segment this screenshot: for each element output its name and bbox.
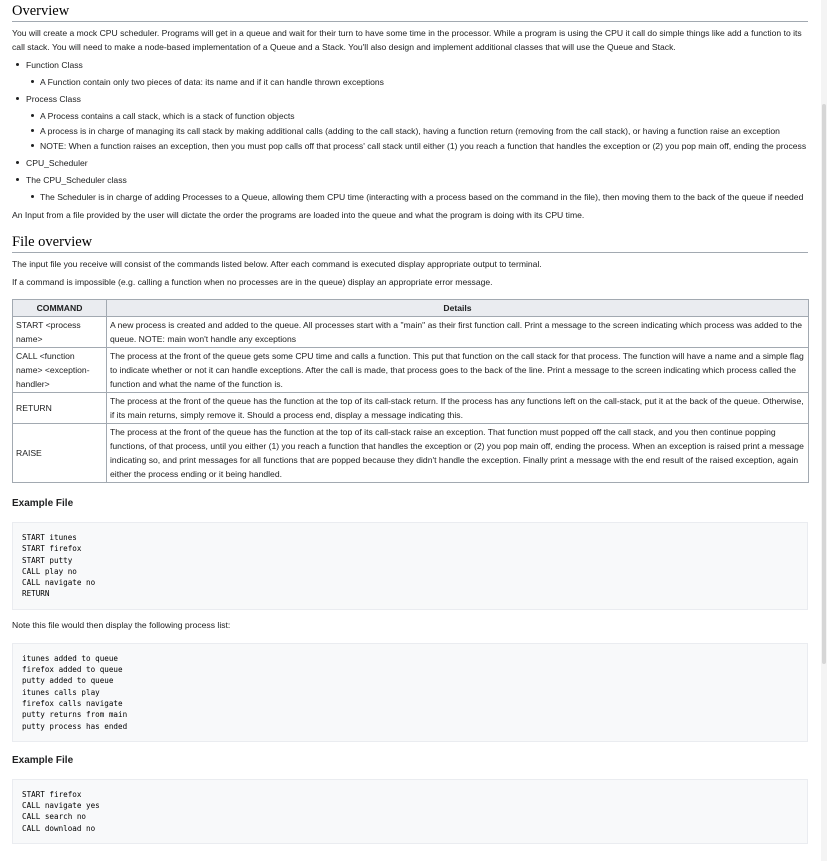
list-item-label: The CPU_Scheduler class — [26, 175, 127, 185]
file-overview-p2: If a command is impossible (e.g. calling a function when no processes are in the queue) display an appropriate error message. — [12, 277, 493, 287]
list-item — [12, 173, 808, 204]
example-file-code — [12, 522, 808, 610]
table-row — [13, 317, 809, 348]
example-note: Note this file would then display the following process list: — [12, 619, 231, 630]
code-line: START putty — [22, 555, 73, 565]
code-line: CALL navigate no — [22, 578, 96, 588]
command-cell: RETURN — [13, 393, 107, 424]
code-line: START itunes — [22, 533, 77, 542]
details-cell: The process at the front of the queue has the function at the top of its call-stack return. If the process has any functions left on the call-stack, put it at the back of the queue. Otherwise, if its main returns, simply remove it. Should a process end, display a message indicating this. — [107, 393, 809, 424]
list-item: A Function contain only two pieces of data: its name and if it can handle thrown exceptions — [26, 75, 808, 89]
list-item: NOTE: When a function raises an exception, then you must pop calls off that process' call stack until either (1) you reach a function that handles the exception or (2) you pop main off, ending the process — [26, 139, 808, 153]
file-overview-heading: File overview — [12, 233, 808, 253]
table-row — [13, 348, 809, 393]
code-line: CALL download no — [22, 823, 96, 833]
scrollbar-track[interactable] — [821, 0, 827, 861]
code-line: RETURN — [22, 589, 50, 599]
list-item-label: CPU_Scheduler — [26, 158, 88, 168]
code-line: CALL navigate yes — [22, 801, 100, 811]
code-line: putty added to queue — [22, 676, 114, 686]
column-header-details: Details — [107, 300, 809, 317]
code-line: putty process has ended — [22, 721, 128, 731]
code-line: START firefox — [22, 789, 82, 799]
list-item: A process is in charge of managing its call stack by making additional calls (adding to the call stack), having a function return (removing from the call stack), or having a function raise an exception — [26, 124, 808, 138]
overview-intro: You will create a mock CPU scheduler. Programs will get in a queue and wait for their turn to have some time in the processor. While a program is using the CPU it call do simple things like add a function to its call stack. You will need to make a node-based implementation of a Queue and a Stack. You'll also design and implement additional classes that will use the Queue and Stack. — [12, 28, 802, 52]
example-file-heading: Example File — [12, 498, 74, 509]
code-line: CALL search no — [22, 812, 87, 822]
list-item: A Process contains a call stack, which is a stack of function objects — [26, 109, 808, 123]
command-cell: RAISE — [13, 424, 107, 483]
command-cell: START <process name> — [13, 317, 107, 348]
overview-outro: An Input from a file provided by the user will dictate the order the programs are loaded into the queue and what the program is doing with its CPU time. — [12, 210, 585, 220]
file-overview-p1: The input file you receive will consist of the commands listed below. After each command is executed display appropriate output to terminal. — [12, 259, 542, 269]
code-line: itunes calls play — [22, 687, 100, 697]
overview-heading: Overview — [12, 2, 808, 22]
overview-list — [12, 58, 808, 204]
example-file-heading-2: Example File — [12, 754, 74, 766]
commands-table — [12, 299, 809, 483]
code-line: itunes added to queue — [22, 653, 119, 663]
details-cell: The process at the front of the queue gets some CPU time and calls a function. This put that function on the call stack for that process. The function will have a name and a simple flag to indicate whether or not it can handle exceptions. After the call is made, that process goes to the back of the line. Print a message to the screen indicating which process called the function and what the name of the function is. — [107, 348, 809, 393]
column-header-command: COMMAND — [13, 300, 107, 317]
table-row — [13, 424, 809, 483]
list-item — [12, 58, 808, 89]
list-item — [12, 156, 808, 170]
article-content — [12, 0, 808, 852]
list-item-label: Process Class — [26, 94, 81, 104]
command-cell: CALL <function name> <exception-handler> — [13, 348, 107, 393]
list-item-label: Function Class — [26, 60, 83, 70]
code-line: START firefox — [22, 544, 82, 554]
example-file-code-2 — [12, 779, 808, 844]
table-header-row — [13, 300, 809, 317]
code-line: firefox calls navigate — [22, 698, 123, 708]
code-line: CALL play no — [22, 566, 77, 576]
code-line: putty returns from main — [22, 710, 128, 720]
list-item: The Scheduler is in charge of adding Processes to a Queue, allowing them CPU time (interacting with a process based on the command in the file), then moving them to the back of the queue if needed — [26, 190, 808, 204]
list-item — [12, 92, 808, 153]
details-cell: A new process is created and added to the queue. All processes start with a "main" as their first function call. Print a message to the screen indicating which process was added to the queue. NOTE: main won't handle any exceptions — [107, 317, 809, 348]
details-cell: The process at the front of the queue has the function at the top of its call-stack raise an exception. That function must popped off the call stack, and you then continue popping functions, of that process, until you either (1) you reach a function that handles the exception or (2) you pop main off, ending the process. When an exception is raised print a message indicating so, and print messages for all functions that are popped because they didn't handle the exception. Finally print a message with the end result of the raised exception, again either the process ending or it being handled. — [107, 424, 809, 483]
example-output-code — [12, 643, 808, 742]
table-row — [13, 393, 809, 424]
code-line: firefox added to queue — [22, 665, 123, 675]
scrollbar-thumb[interactable] — [822, 104, 826, 664]
